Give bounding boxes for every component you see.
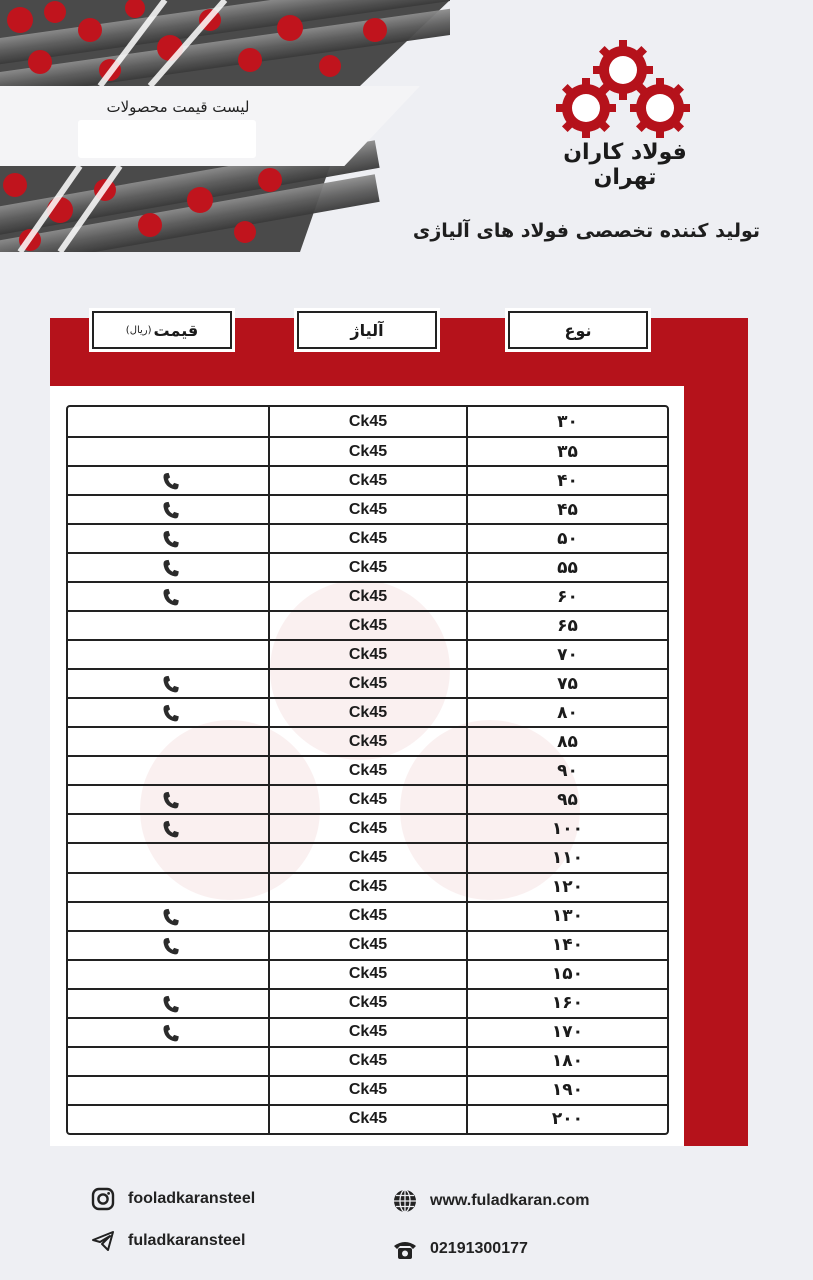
price-cell [68,757,270,784]
type-cell: ۴۵ [557,499,578,520]
price-cell [68,438,270,465]
price-cell [68,786,270,813]
instagram-icon [90,1186,116,1212]
header-alloy: آلیاژ [297,311,437,349]
price-cell [68,554,270,581]
alloy-cell: Ck45 [270,467,468,494]
type-cell: ۱۸۰ [551,1051,584,1072]
type-cell: ۱۰۰ [551,818,584,839]
header-banner [0,0,450,252]
type-cell: ۸۰ [557,702,578,723]
phone-call-icon[interactable] [160,558,182,580]
type-cell: ۱۹۰ [551,1080,584,1101]
type-cell: ۹۰ [557,760,578,781]
price-cell [68,1077,270,1104]
table-row [68,755,667,784]
alloy-cell: Ck45 [270,554,468,581]
table-row [68,1104,667,1133]
price-cell [68,1106,270,1133]
phone-call-icon[interactable] [160,674,182,696]
price-cell [68,612,270,639]
table-row [68,581,667,610]
type-cell: ۶۵ [557,615,578,636]
phone-call-icon[interactable] [160,994,182,1016]
type-cell: ۳۰ [557,411,578,432]
phone-call-icon[interactable] [160,500,182,522]
globe-icon [392,1188,418,1214]
price-cell [68,583,270,610]
telegram-handle: fuladkaransteel [128,1232,246,1249]
alloy-cell: Ck45 [270,757,468,784]
phone-call-icon[interactable] [160,907,182,929]
phone-call-icon[interactable] [160,587,182,609]
type-cell: ۴۰ [557,470,578,491]
price-cell [68,699,270,726]
alloy-cell: Ck45 [270,990,468,1017]
table-frame-right [684,318,748,1146]
phone-call-icon[interactable] [160,819,182,841]
telegram-icon [90,1228,116,1254]
alloy-cell: Ck45 [270,815,468,842]
table-row [68,465,667,494]
price-cell [68,903,270,930]
price-cell [68,961,270,988]
type-cell: ۹۵ [557,789,578,810]
alloy-cell: Ck45 [270,641,468,668]
type-cell: ۷۵ [557,673,578,694]
type-cell: ۱۴۰ [551,935,584,956]
phone-call-icon[interactable] [160,529,182,551]
table-row [68,407,667,436]
alloy-cell: Ck45 [270,670,468,697]
type-cell: ۵۵ [557,557,578,578]
header-type: نوع [508,311,648,349]
phone-number-link[interactable] [392,1236,528,1262]
table-row [68,552,667,581]
price-cell [68,496,270,523]
table-row [68,610,667,639]
price-cell [68,1048,270,1075]
table-row [68,813,667,842]
table-row [68,668,667,697]
type-cell: ۸۵ [557,731,578,752]
price-list-title: لیست قیمت محصولات [106,98,250,116]
alloy-cell: Ck45 [270,407,468,436]
type-cell: ۱۳۰ [551,906,584,927]
instagram-handle: fooladkaransteel [128,1190,256,1207]
table-row [68,523,667,552]
alloy-cell: Ck45 [270,844,468,871]
type-cell: ۷۰ [557,644,578,665]
alloy-cell: Ck45 [270,961,468,988]
instagram-link[interactable] [90,1186,255,1212]
table-row [68,697,667,726]
tagline: تولید کننده تخصصی فولاد های آلیاژی [412,220,760,242]
alloy-cell: Ck45 [270,1077,468,1104]
alloy-cell: Ck45 [270,699,468,726]
alloy-cell: Ck45 [270,496,468,523]
price-cell [68,844,270,871]
phone-call-icon[interactable] [160,471,182,493]
type-cell: ۲۰۰ [551,1109,584,1130]
table-row [68,1075,667,1104]
phone-call-icon[interactable] [160,936,182,958]
telegram-link[interactable] [90,1228,245,1254]
table-row [68,872,667,901]
phone-call-icon[interactable] [160,790,182,812]
table-row [68,959,667,988]
alloy-cell: Ck45 [270,612,468,639]
table-row [68,436,667,465]
website-link[interactable] [392,1188,589,1214]
price-cell [68,407,270,436]
table-row [68,1046,667,1075]
website-url: www.fuladkaran.com [430,1192,590,1209]
table-row [68,930,667,959]
alloy-cell: Ck45 [270,525,468,552]
header-price-unit: (ریال) [125,324,152,336]
type-cell: ۵۰ [557,528,578,549]
header-price-label: قیمت [153,320,199,340]
price-cell [68,815,270,842]
table-row [68,494,667,523]
price-cell [68,932,270,959]
price-cell [68,728,270,755]
type-cell: ۱۷۰ [551,1022,584,1043]
table-row [68,639,667,668]
alloy-cell: Ck45 [270,1019,468,1046]
alloy-cell: Ck45 [270,1048,468,1075]
header-price [92,311,232,349]
table-row [68,842,667,871]
phone-call-icon[interactable] [160,703,182,725]
type-cell: ۳۵ [557,441,578,462]
type-cell: ۶۰ [557,586,578,607]
table-row [68,988,667,1017]
table-row [68,1017,667,1046]
table-row [68,901,667,930]
table-row [68,784,667,813]
phone-number: 02191300177 [430,1240,528,1257]
price-cell [68,1019,270,1046]
alloy-cell: Ck45 [270,932,468,959]
alloy-cell: Ck45 [270,903,468,930]
type-cell: ۱۱۰ [551,847,584,868]
alloy-cell: Ck45 [270,583,468,610]
price-cell [68,467,270,494]
price-cell [68,874,270,901]
alloy-cell: Ck45 [270,728,468,755]
type-cell: ۱۶۰ [551,993,584,1014]
telephone-icon [392,1236,418,1262]
price-cell [68,525,270,552]
banner-blank-box [78,120,256,158]
price-table [66,405,669,1135]
gears-logo-icon [548,40,698,140]
alloy-cell: Ck45 [270,786,468,813]
price-cell [68,670,270,697]
alloy-cell: Ck45 [270,438,468,465]
price-cell [68,641,270,668]
type-cell: ۱۵۰ [551,964,584,985]
brand-name: فولاد کاران تهران [563,140,687,190]
alloy-cell: Ck45 [270,1106,468,1133]
type-cell: ۱۲۰ [551,877,584,898]
alloy-cell: Ck45 [270,874,468,901]
phone-call-icon[interactable] [160,1023,182,1045]
price-cell [68,990,270,1017]
table-row [68,726,667,755]
